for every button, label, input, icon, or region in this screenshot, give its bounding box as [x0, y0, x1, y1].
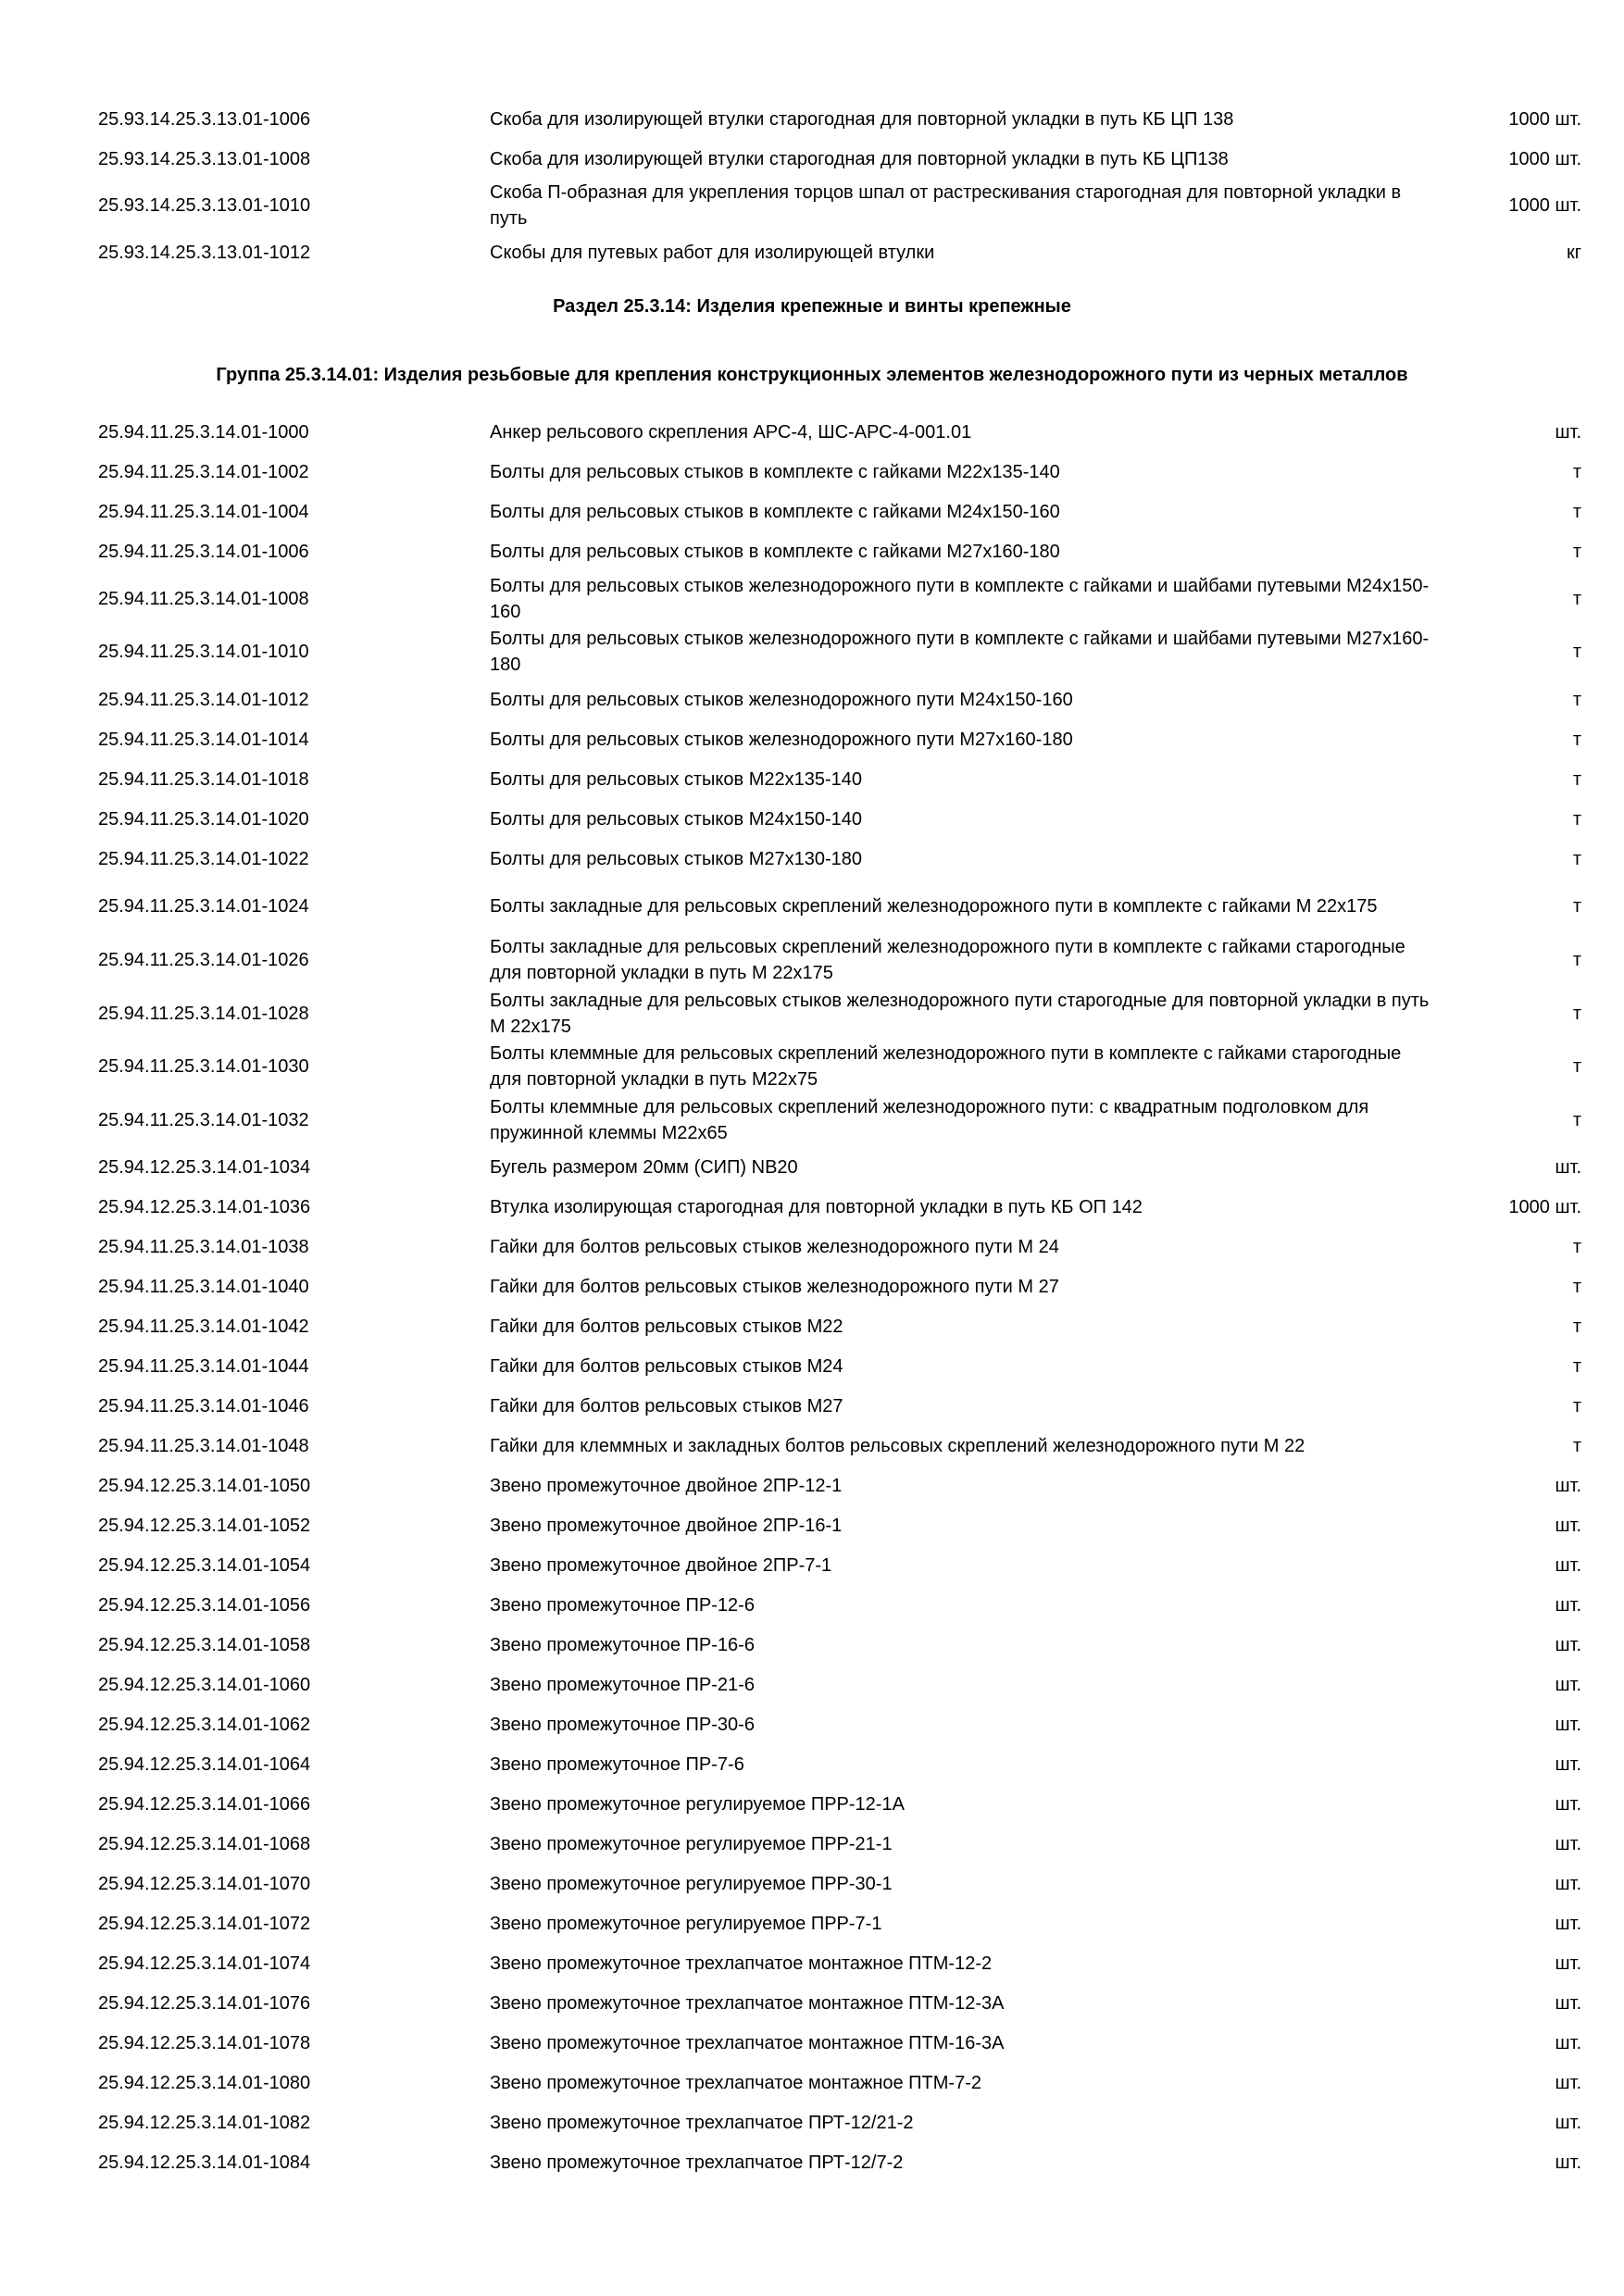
item-unit: шт.	[1555, 1715, 1581, 1735]
item-code: 25.94.12.25.3.14.01-1080	[98, 2073, 311, 2093]
item-unit: т	[1572, 809, 1581, 830]
item-code: 25.94.12.25.3.14.01-1054	[98, 1555, 311, 1576]
item-name: Болты для рельсовых стыков М27х130-180	[490, 849, 862, 869]
item-name: Звено промежуточное ПР-30-6	[490, 1715, 755, 1735]
item-name: Болты клеммные для рельсовых скреплений железнодорожного пути: с квадратным подголовком для пружинной клеммы М22х65	[490, 1097, 1369, 1143]
item-unit: т	[1572, 1436, 1581, 1456]
item-name: Звено промежуточное трехлапчатое монтажное ПТМ-12-2	[490, 1953, 993, 1974]
item-name: Скоба для изолирующей втулки старогодная для повторной укладки в путь КБ ЦП138	[490, 149, 1229, 169]
item-unit: шт.	[1555, 1157, 1581, 1178]
item-unit: т	[1572, 950, 1581, 970]
item-unit: т	[1572, 1396, 1581, 1416]
item-code: 25.94.11.25.3.14.01-1026	[98, 950, 309, 970]
item-unit: шт.	[1555, 1635, 1581, 1655]
item-unit: т	[1572, 589, 1581, 609]
item-unit: т	[1572, 730, 1581, 750]
item-name: Болты клеммные для рельсовых скреплений железнодорожного пути в комплекте с гайками старогодные для повторной укладки в путь М22х75	[490, 1043, 1402, 1090]
item-name: Звено промежуточное регулируемое ПРР-30-1	[490, 1874, 893, 1894]
item-code: 25.94.11.25.3.14.01-1006	[98, 542, 309, 562]
item-name: Звено промежуточное ПР-21-6	[490, 1675, 755, 1695]
item-unit: 1000 шт.	[1508, 195, 1581, 216]
item-unit: т	[1572, 690, 1581, 710]
item-code: 25.94.11.25.3.14.01-1048	[98, 1436, 309, 1456]
item-name: Анкер рельсового скрепления АРС-4, ШС-АРС-4-001.01	[490, 422, 972, 443]
item-unit: т	[1572, 502, 1581, 522]
item-name: Скобы для путевых работ для изолирующей втулки	[490, 243, 935, 263]
item-code: 25.94.12.25.3.14.01-1034	[98, 1157, 311, 1178]
item-name: Звено промежуточное трехлапчатое монтажное ПТМ-16-3А	[490, 2033, 1005, 2053]
item-name: Бугель размером 20мм (СИП) NB20	[490, 1157, 798, 1178]
item-name: Гайки для болтов рельсовых стыков железнодорожного пути М 24	[490, 1237, 1059, 1257]
group-heading: Группа 25.3.14.01: Изделия резьбовые для крепления конструкционных элементов железнодорожного пути из черных металлов	[216, 365, 1408, 385]
item-code: 25.94.12.25.3.14.01-1058	[98, 1635, 311, 1655]
item-name: Гайки для болтов рельсовых стыков М27	[490, 1396, 843, 1416]
item-code: 25.94.11.25.3.14.01-1004	[98, 502, 309, 522]
item-name: Скоба для изолирующей втулки старогодная для повторной укладки в путь КБ ЦП 138	[490, 109, 1234, 130]
item-code: 25.94.11.25.3.14.01-1008	[98, 589, 309, 609]
item-name: Болты для рельсовых стыков М24х150-140	[490, 809, 862, 830]
item-unit: шт.	[1555, 1874, 1581, 1894]
item-name: Гайки для клеммных и закладных болтов рельсовых скреплений железнодорожного пути М 22	[490, 1436, 1305, 1456]
item-code: 25.94.12.25.3.14.01-1050	[98, 1476, 311, 1496]
item-name: Звено промежуточное трехлапчатое монтажное ПТМ-12-3А	[490, 1993, 1005, 2014]
item-code: 25.94.12.25.3.14.01-1082	[98, 2113, 311, 2133]
item-unit: шт.	[1555, 2073, 1581, 2093]
item-unit: шт.	[1555, 1675, 1581, 1695]
item-code: 25.94.12.25.3.14.01-1070	[98, 1874, 311, 1894]
item-code: 25.94.11.25.3.14.01-1022	[98, 849, 309, 869]
item-code: 25.94.11.25.3.14.01-1000	[98, 422, 309, 443]
item-name: Скоба П-образная для укрепления торцов шпал от растрескивания старогодная для повторной укладки в путь	[490, 182, 1402, 229]
item-code: 25.94.12.25.3.14.01-1056	[98, 1595, 311, 1616]
item-code: 25.94.12.25.3.14.01-1052	[98, 1516, 311, 1536]
item-name: Болты для рельсовых стыков в комплекте с гайками М24х150-160	[490, 502, 1060, 522]
item-unit: шт.	[1555, 1555, 1581, 1576]
item-code: 25.93.14.25.3.13.01-1012	[98, 243, 311, 263]
item-unit: т	[1572, 769, 1581, 790]
item-code: 25.94.11.25.3.14.01-1046	[98, 1396, 309, 1416]
item-code: 25.93.14.25.3.13.01-1010	[98, 195, 311, 216]
item-code: 25.94.11.25.3.14.01-1012	[98, 690, 309, 710]
item-code: 25.94.12.25.3.14.01-1036	[98, 1197, 311, 1217]
item-unit: 1000 шт.	[1508, 149, 1581, 169]
item-code: 25.94.11.25.3.14.01-1010	[98, 642, 309, 662]
item-unit: т	[1572, 1237, 1581, 1257]
item-unit: шт.	[1555, 1754, 1581, 1775]
item-name: Звено промежуточное регулируемое ПРР-21-1	[490, 1834, 893, 1854]
item-unit: шт.	[1555, 2152, 1581, 2173]
item-name: Втулка изолирующая старогодная для повторной укладки в путь КБ ОП 142	[490, 1197, 1143, 1217]
item-name: Звено промежуточное ПР-7-6	[490, 1754, 744, 1775]
item-code: 25.94.12.25.3.14.01-1072	[98, 1914, 311, 1934]
item-unit: т	[1572, 1277, 1581, 1297]
item-code: 25.94.12.25.3.14.01-1060	[98, 1675, 311, 1695]
item-unit: шт.	[1555, 1914, 1581, 1934]
item-unit: шт.	[1555, 1516, 1581, 1536]
item-code: 25.93.14.25.3.13.01-1006	[98, 109, 311, 130]
item-code: 25.94.11.25.3.14.01-1040	[98, 1277, 309, 1297]
item-code: 25.93.14.25.3.13.01-1008	[98, 149, 311, 169]
item-name: Звено промежуточное двойное 2ПР-7-1	[490, 1555, 832, 1576]
section-heading: Раздел 25.3.14: Изделия крепежные и винты крепежные	[553, 296, 1071, 317]
item-unit: т	[1572, 542, 1581, 562]
item-name: Болты для рельсовых стыков железнодорожного пути в комплекте с гайками и шайбами путевыми М27х160-180	[490, 629, 1430, 675]
item-unit: шт.	[1555, 1794, 1581, 1815]
item-code: 25.94.12.25.3.14.01-1064	[98, 1754, 311, 1775]
item-name: Звено промежуточное ПР-12-6	[490, 1595, 755, 1616]
item-unit: шт.	[1555, 1595, 1581, 1616]
item-name: Звено промежуточное трехлапчатое монтажное ПТМ-7-2	[490, 2073, 981, 2093]
item-name: Болты для рельсовых стыков железнодорожного пути М24х150-160	[490, 690, 1073, 710]
item-name: Болты для рельсовых стыков в комплекте с гайками М27х160-180	[490, 542, 1060, 562]
item-name: Звено промежуточное двойное 2ПР-16-1	[490, 1516, 843, 1536]
item-unit: т	[1572, 1316, 1581, 1337]
item-unit: шт.	[1555, 1834, 1581, 1854]
item-name: Звено промежуточное двойное 2ПР-12-1	[490, 1476, 843, 1496]
item-name: Гайки для болтов рельсовых стыков М24	[490, 1356, 843, 1377]
item-name: Болты для рельсовых стыков железнодорожного пути М27х160-180	[490, 730, 1073, 750]
item-code: 25.94.12.25.3.14.01-1084	[98, 2152, 311, 2173]
item-code: 25.94.12.25.3.14.01-1074	[98, 1953, 311, 1974]
item-code: 25.94.11.25.3.14.01-1024	[98, 896, 309, 917]
item-unit: т	[1572, 1004, 1581, 1024]
item-name: Гайки для болтов рельсовых стыков железнодорожного пути М 27	[490, 1277, 1059, 1297]
item-code: 25.94.11.25.3.14.01-1014	[98, 730, 309, 750]
item-unit: т	[1572, 1056, 1581, 1077]
item-code: 25.94.11.25.3.14.01-1028	[98, 1004, 309, 1024]
item-code: 25.94.12.25.3.14.01-1076	[98, 1993, 311, 2014]
item-code: 25.94.11.25.3.14.01-1018	[98, 769, 309, 790]
item-unit: т	[1572, 462, 1581, 482]
item-code: 25.94.11.25.3.14.01-1038	[98, 1237, 309, 1257]
item-unit: шт.	[1555, 1953, 1581, 1974]
item-unit: шт.	[1555, 1993, 1581, 2014]
item-code: 25.94.11.25.3.14.01-1042	[98, 1316, 309, 1337]
item-code: 25.94.11.25.3.14.01-1030	[98, 1056, 309, 1077]
item-code: 25.94.11.25.3.14.01-1032	[98, 1110, 309, 1130]
item-code: 25.94.12.25.3.14.01-1062	[98, 1715, 311, 1735]
item-unit: кг	[1566, 243, 1581, 263]
item-code: 25.94.12.25.3.14.01-1078	[98, 2033, 311, 2053]
item-name: Звено промежуточное трехлапчатое ПРТ-12/21-2	[490, 2113, 914, 2133]
item-name: Гайки для болтов рельсовых стыков М22	[490, 1316, 843, 1337]
item-name: Звено промежуточное ПР-16-6	[490, 1635, 755, 1655]
item-unit: 1000 шт.	[1508, 109, 1581, 130]
item-name: Звено промежуточное трехлапчатое ПРТ-12/7-2	[490, 2152, 904, 2173]
item-name: Болты закладные для рельсовых скреплений железнодорожного пути в комплекте с гайками старогодные для повторной укладки в путь М 22х175	[490, 937, 1405, 983]
item-name: Звено промежуточное регулируемое ПРР-12-1А	[490, 1794, 905, 1815]
item-unit: т	[1572, 849, 1581, 869]
item-unit: т	[1572, 896, 1581, 917]
item-unit: шт.	[1555, 422, 1581, 443]
item-code: 25.94.11.25.3.14.01-1020	[98, 809, 309, 830]
item-name: Болты для рельсовых стыков в комплекте с гайками М22х135-140	[490, 462, 1060, 482]
item-name: Болты для рельсовых стыков М22х135-140	[490, 769, 862, 790]
item-unit: т	[1572, 1356, 1581, 1377]
item-name: Болты для рельсовых стыков железнодорожного пути в комплекте с гайками и шайбами путевыми М24х150-160	[490, 576, 1430, 622]
item-unit: шт.	[1555, 1476, 1581, 1496]
item-code: 25.94.11.25.3.14.01-1002	[98, 462, 309, 482]
item-unit: т	[1572, 1110, 1581, 1130]
item-code: 25.94.11.25.3.14.01-1044	[98, 1356, 309, 1377]
item-unit: т	[1572, 642, 1581, 662]
item-name: Звено промежуточное регулируемое ПРР-7-1	[490, 1914, 882, 1934]
item-code: 25.94.12.25.3.14.01-1068	[98, 1834, 311, 1854]
item-unit: шт.	[1555, 2113, 1581, 2133]
item-name: Болты закладные для рельсовых скреплений железнодорожного пути в комплекте с гайками М 22х175	[490, 896, 1378, 917]
item-unit: шт.	[1555, 2033, 1581, 2053]
item-code: 25.94.12.25.3.14.01-1066	[98, 1794, 311, 1815]
item-name: Болты закладные для рельсовых стыков железнодорожного пути старогодные для повторной укладки в путь М 22х175	[490, 991, 1430, 1037]
item-unit: 1000 шт.	[1508, 1197, 1581, 1217]
